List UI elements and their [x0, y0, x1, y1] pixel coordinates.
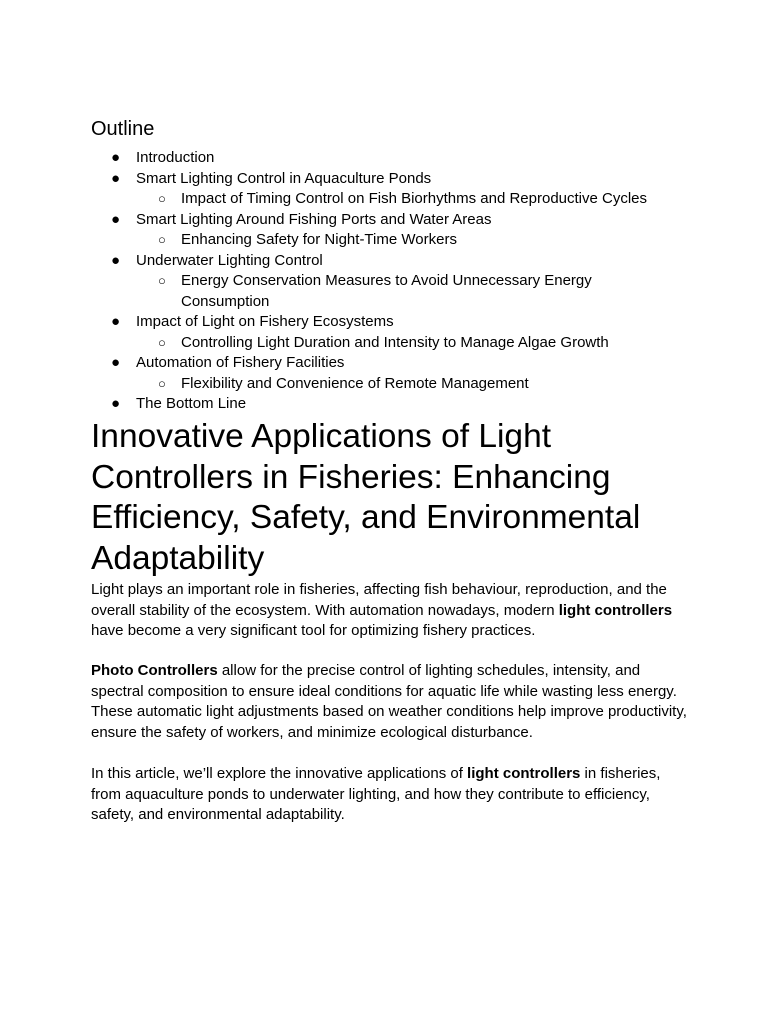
outline-subitem: [91, 374, 691, 395]
outline-item: [91, 169, 691, 190]
filled-bullet-icon: ●: [111, 395, 121, 412]
filled-bullet-icon: ●: [111, 354, 121, 371]
bold-keyword: light controllers: [467, 765, 581, 782]
outline-heading: Outline: [91, 118, 155, 140]
outline-item-text: Smart Lighting Around Fishing Ports and Water Areas: [136, 210, 492, 228]
filled-bullet-icon: ●: [111, 149, 121, 166]
outline-subitem-text: Energy Conservation Measures to Avoid Unnecessary Energy Consumption: [181, 272, 592, 310]
filled-bullet-icon: ●: [111, 169, 121, 187]
article-scope-paragraph: [91, 764, 691, 826]
outline-item: [91, 148, 691, 169]
outline-subitem-text: Controlling Light Duration and Intensity to Manage Algae Growth: [181, 333, 609, 351]
outline-item: [91, 210, 691, 231]
filled-bullet-icon: ●: [111, 313, 121, 330]
hollow-bullet-icon: ○: [158, 191, 166, 206]
hollow-bullet-icon: ○: [158, 273, 166, 288]
outline-item-text: Smart Lighting Control in Aquaculture Ponds: [136, 169, 432, 187]
bold-keyword: Photo Controllers: [91, 662, 218, 679]
hollow-bullet-icon: ○: [158, 232, 166, 247]
outline-list: [91, 148, 691, 415]
filled-bullet-icon: ●: [111, 251, 121, 269]
outline-item: [91, 251, 691, 272]
outline-item-text: Introduction: [136, 149, 215, 166]
outline-item: [91, 312, 691, 333]
outline-subitem-text: Flexibility and Convenience of Remote Management: [181, 374, 529, 392]
intro-paragraph: [91, 580, 691, 642]
outline-subitem-text: Enhancing Safety for Night-Time Workers: [181, 231, 457, 248]
outline-subitem: [91, 271, 691, 312]
paragraph-text: Light plays an important role in fisheries, affecting fish behaviour, reproduction, and the overall stability of the ecosystem. With automation nowadays, modern: [91, 581, 667, 619]
hollow-bullet-icon: ○: [158, 334, 166, 350]
photo-controllers-paragraph: [91, 661, 691, 743]
paragraph-text: In this article, we’ll explore the innovative applications of: [91, 765, 468, 782]
outline-item-text: Automation of Fishery Facilities: [136, 354, 345, 371]
paragraph-text: allow for the precise control of lighting schedules, intensity, and spectral composition to ensure ideal conditions for aquatic life while wasting less energy. These automatic light adjustments based on weather conditions help improve productivity, ensure the safety of workers, and minimize ecological disturbance.: [91, 662, 687, 741]
outline-subitem: [91, 230, 691, 251]
outline-subitem: [91, 333, 691, 354]
outline-item: [91, 394, 691, 415]
outline-subitem-text: Impact of Timing Control on Fish Biorhythms and Reproductive Cycles: [181, 190, 648, 207]
outline-item-text: The Bottom Line: [136, 395, 247, 412]
bold-keyword: light controllers: [558, 601, 673, 619]
outline-item: [91, 353, 691, 374]
filled-bullet-icon: ●: [111, 210, 121, 228]
hollow-bullet-icon: ○: [158, 375, 166, 391]
paragraph-text: have become a very significant tool for optimizing fishery practices.: [91, 622, 536, 639]
outline-item-text: Underwater Lighting Control: [136, 251, 323, 269]
paragraph-text: in fisheries, from aquaculture ponds to underwater lighting, and how they contribute to efficiency, safety, and environmental adaptability.: [91, 765, 661, 823]
outline-item-text: Impact of Light on Fishery Ecosystems: [136, 313, 394, 330]
article-title: Innovative Applications of Light Controllers in Fisheries: Enhancing Efficiency, Safety, and Environmental Adaptability: [91, 418, 641, 577]
outline-subitem: [91, 189, 691, 210]
